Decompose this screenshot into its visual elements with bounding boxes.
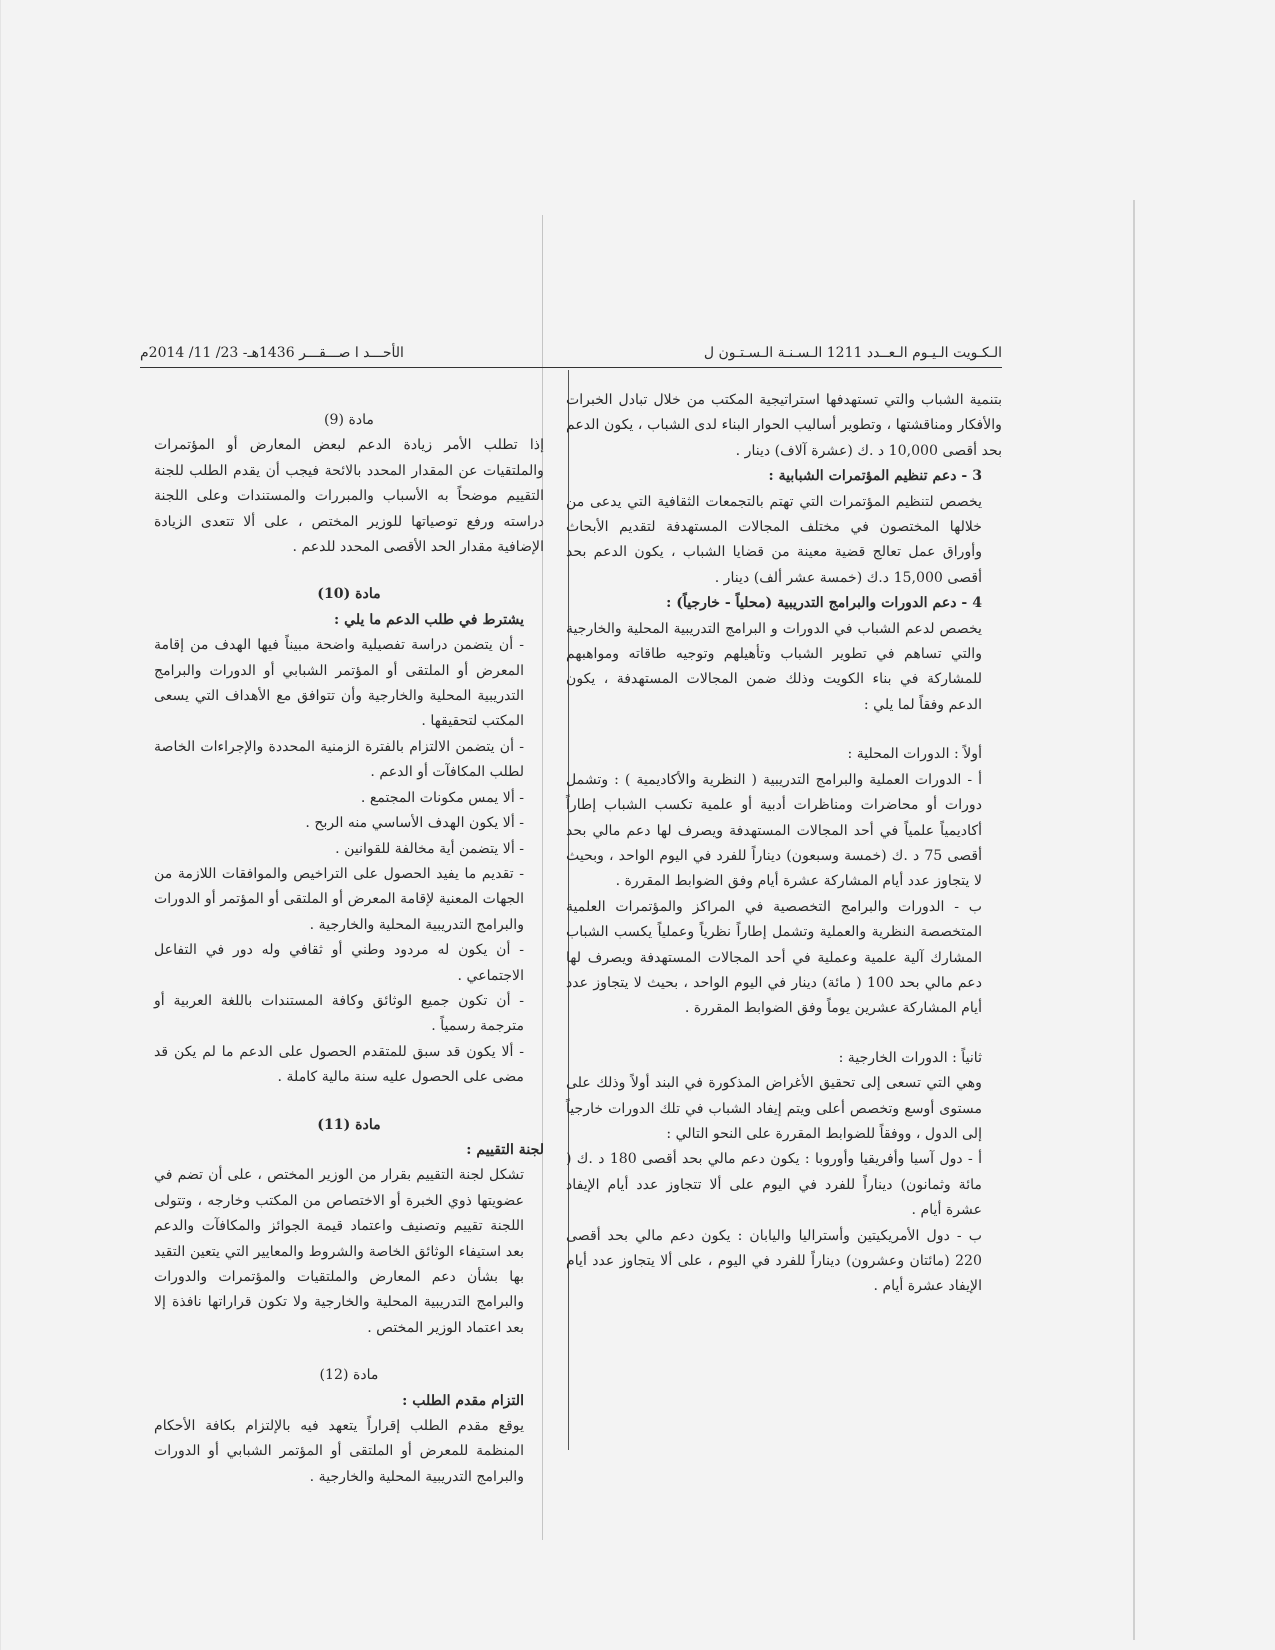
article-10-item: - ألا يتضمن أية مخالفة للقوانين . xyxy=(335,840,524,857)
paragraph-foreign-b: ب - دول الأمريكيتين وأستراليا واليابان : يكون دعم مالي بحد أقصى 220 (مائتان وعشرون) ديناراً للفرد في اليوم ، على ألا يتجاوز عدد أيام الإيفاد عشرة أيام . xyxy=(566,1227,982,1295)
article-10-item: - أن يتضمن دراسة تفصيلية واضحة مبيناً فيها الهدف من إقامة المعرض أو الملتقى أو المؤتمر الشبابي أو الدورات والبرامج التدريبية المحلية والخارجية وأن تتوافق مع الأهداف التي يسعى المكتب لتحقيقها . xyxy=(154,637,524,730)
article-11-title: مادة (11) xyxy=(317,1116,381,1133)
paragraph-local-b: ب - الدورات والبرامج التخصصية في المراكز والمؤتمرات العلمية المتخصصة النظرية والعملية وتشمل إطاراً نظرياً وعملياً يكسب الشباب المشارك آلية علمية وعملية في أحد المجالات المستهدفة ويصرف لها دعم مالي بحد 100 ( مائة) دينار في اليوم الواحد ، بحيث لا يتجاوز عدد أيام المشاركة عشرين يوماً وفق الضوابط المقررة . xyxy=(566,898,982,1017)
article-12-title: مادة (12) xyxy=(319,1367,379,1384)
article-10-item: - ألا يمس مكونات المجتمع . xyxy=(360,789,524,806)
paragraph-training-courses: يخصص لدعم الشباب في الدورات و البرامج التدريبية المحلية والخارجية والتي تساهم في تطوير الشباب وتأهيلهم وتوجيه طاقاته ومواهبهم للمشاركة في بناء الكويت وذلك ضمن المجالات المستهدفة ، يكون الدعم وفقاً لما يلي : xyxy=(566,620,982,713)
article-9-title: مادة (9) xyxy=(324,412,374,428)
article-9-text: إذا تطلب الأمر زيادة الدعم لبعض المعارض أو المؤتمرات والملتقيات عن المقدار المحدد بالائحة فيجب أن يقدم الطلب للجنة التقييم موضحاً به الأسباب والمبررات والمستندات وعلى اللجنة دراسته ورفع توصياتها للوزير المختص ، على ألا تتعدى الزيادة الإضافية مقدار الحد الأقصى المحدد للدعم . xyxy=(154,437,544,556)
article-11-heading: لجنة التقييم : xyxy=(466,1141,544,1158)
heading-conferences: 3 - دعم تنظيم المؤتمرات الشبابية : xyxy=(768,468,982,485)
paragraph-foreign-intro: وهي التي تسعى إلى تحقيق الأغراض المذكورة في البند أولاً وذلك على مستوى أوسع وتخصص أعلى ويتم إيفاد الشباب في تلك الدورات خارجياً إلى الدول ، ووفقاً للضوابط المقررة على النحو التالي : xyxy=(566,1075,982,1142)
article-10-item: - أن تكون جميع الوثائق وكافة المستندات باللغة العربية أو مترجمة رسمياً . xyxy=(154,992,524,1035)
header-date: الأحـــد ا صـــقـــر 1436هـ- 23/ 11/ 2014م xyxy=(140,345,404,361)
article-10-item: - تقديم ما يفيد الحصول على التراخيص والموافقات اللازمة من الجهات المعنية لإقامة المعرض أو الملتقى أو المؤتمر أو الدورات والبرامج التدريبية المحلية والخارجية . xyxy=(154,865,524,933)
heading-training-courses: 4 - دعم الدورات والبرامج التدريبية (محلياً - خارجياً) : xyxy=(666,595,982,612)
paragraph-local-a: أ - الدورات العملية والبرامج التدريبية ( النظرية والأكاديمية ) : وتشمل دورات أو محاضرات ومناظرات أدبية أو علمية تكسب الشباب إطاراً أكاديمياً علمياً في أحد المجالات المستهدفة ويصرف لها دعم مالي بحد أقصى 75 د .ك (خمسة وسبعون) ديناراً للفرد في اليوم الواحد ، وبحيث لا يتجاوز عدد أيام المشاركة عشرة أيام وفق الضوابط المقررة . xyxy=(566,771,983,890)
article-10-item: - أن يتضمن الالتزام بالفترة الزمنية المحددة والإجراءات الخاصة لطلب المكافآت أو الدعم . xyxy=(154,738,524,781)
heading-foreign-courses: ثانياً : الدورات الخارجية : xyxy=(838,1049,982,1066)
paragraph-foreign-a: أ - دول آسيا وأفريقيا وأوروبا : يكون دعم مالي بحد أقصى 180 د .ك ( مائة وثمانون) ديناراً للفرد في اليوم على ألا تتجاوز عدد أيام الإيفاد عشرة أيام . xyxy=(566,1151,982,1219)
article-11-text: تشكل لجنة التقييم بقرار من الوزير المختص ، على أن تضم في عضويتها ذوي الخبرة أو الاختصاص من المكتب وخارجه ، وتتولى اللجنة تقييم وتصنيف واعتماد قيمة الجوائز والمكافآت والدعم بعد استيفاء الوثائق الخاصة والشروط والمعايير التي يتعين التقيد بها بشأن دعم المعارض والملتقيات والمؤتمرات والدورات والبرامج التدريبية المحلية والخارجية ولا تكون قراراتها نافذة إلا بعد اعتماد الوزير المختص . xyxy=(154,1167,524,1336)
article-10-heading: يشترط في طلب الدعم ما يلي : xyxy=(334,611,524,628)
article-10-item: - ألا يكون قد سبق للمتقدم الحصول على الدعم ما لم يكن قد مضى على الحصول عليه سنة مالية كاملة . xyxy=(154,1043,524,1086)
left-column xyxy=(154,398,544,1490)
gazette-header xyxy=(140,343,1002,368)
heading-local-courses: أولاً : الدورات المحلية : xyxy=(847,746,982,763)
scan-edge-line xyxy=(0,0,1,1650)
paragraph-conferences: يخصص لتنظيم المؤتمرات التي تهتم بالتجمعات الثقافية التي يدعى من خلالها المختصون في مختلف المجالات المستهدفة لتقديم الأبحاث وأوراق عمل تعالج قضية معينة من قضايا الشباب ، يكون الدعم بحد أقصى 15,000 د.ك (خمسة عشر ألف) دينار . xyxy=(566,493,982,586)
article-10-item: - ألا يكون الهدف الأساسي منه الربح . xyxy=(305,815,524,832)
paragraph-youth-dev: بتنمية الشباب والتي تستهدفها استراتيجية المكتب من خلال تبادل الخبرات والأفكار ومناقشتها ، وتطوير أساليب الحوار البناء لدى الشباب ، يكون الدعم بحد أقصى 10,000 د .ك (عشرة آلاف) دينار . xyxy=(566,392,1002,459)
scan-edge-line-right xyxy=(1133,200,1135,1640)
article-12-heading: التزام مقدم الطلب : xyxy=(402,1392,524,1409)
article-10-item: - أن يكون له مردود وطني أو ثقافي وله دور في التفاعل الاجتماعي . xyxy=(154,942,524,984)
article-12-text: يوقع مقدم الطلب إقراراً يتعهد فيه بالإلتزام بكافة الأحكام المنظمة للمعرض أو الملتقى أو المؤتمر الشبابي أو الدورات والبرامج التدريبية المحلية والخارجية . xyxy=(154,1418,524,1485)
right-column xyxy=(566,388,1002,1300)
article-10-title: مادة (10) xyxy=(317,586,381,603)
header-gazette-issue: الـكـويت الـيـوم الـعــدد 1211 الـسـنـة الـسـتـون ل xyxy=(703,345,1002,361)
